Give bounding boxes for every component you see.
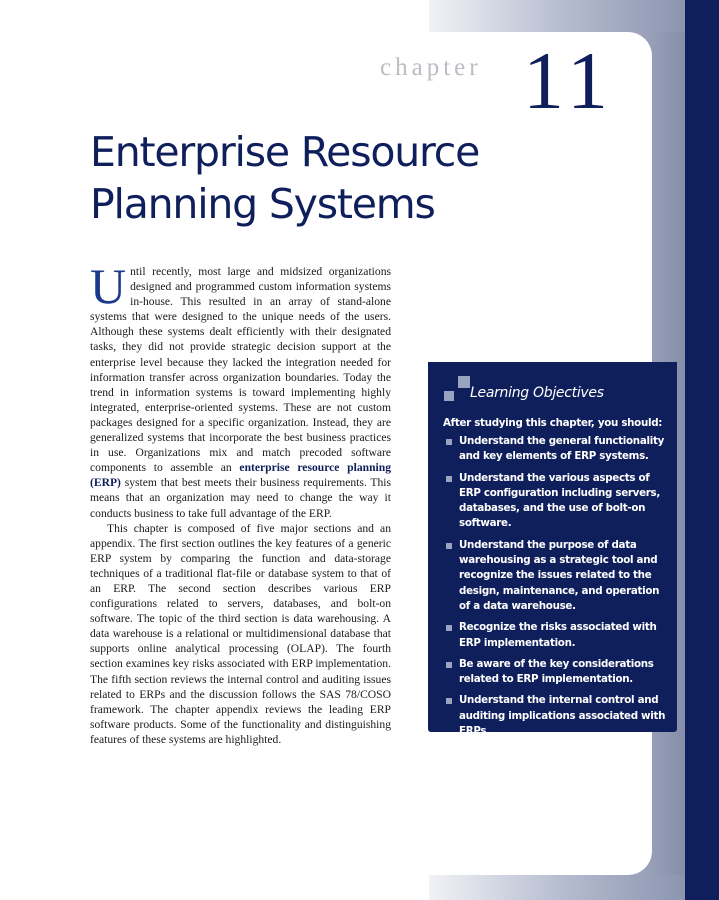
square-bullet-icon (446, 625, 452, 631)
objective-text: Understand the internal control and auditing implications associated with ERPs. (459, 694, 666, 738)
paragraph-2: This chapter is composed of five major sections and an appendix. The first section outlines the key features of a generic ERP system by comparing the function and data-storage techniques of a traditional flat-file or database system to that of an ERP. The second section describes various ERP configurations related to servers, databases, and bolt-on software. The topic of the third section is data warehousing. A data warehouse is a relational or multidimensional database that supports online analytical processing (OLAP). The fourth section examines key risks associated with ERP implementation. The fifth section reviews the internal control and auditing issues related to ERPs and the discussion follows the SAS 78/COSO framework. The chapter appendix reviews the leading ERP software products. Some of the functionality and distinguishing features of these systems are highlighted. (90, 521, 391, 746)
square-bullet-icon (446, 439, 452, 445)
objective-item (443, 538, 671, 614)
objective-item (443, 693, 671, 739)
square-bullet-icon (446, 698, 452, 704)
square-bullet-icon (446, 662, 452, 668)
chapter-number: 11 (523, 35, 614, 126)
paragraph-1-text-b: system that best meets their business requirements. This means that an organization may need to change the way it conducts business to take full advantage of the ERP. (90, 476, 391, 520)
top-gradient-strip (429, 0, 685, 32)
body-text-column (90, 258, 391, 747)
learning-objectives-title: Learning Objectives (470, 385, 604, 401)
objective-item (443, 657, 671, 688)
paragraph-1-text-a: ntil recently, most large and midsized organizations designed and programmed custom information systems in-house. This resulted in an array of stand-alone systems that were designed to the unique needs of the users. Although these systems dealt efficiently with their designated tasks, they did not provide strategic decision support at the enterprise level because they lacked the integration needed for information transfer across organization boundaries. Today the trend in information systems is toward implementing highly integrated, enterprise-oriented systems. These are not custom packages designed for a specific organization. Instead, they are generalized systems that incorporate the best business practices in use. Organizations mix and match precoded software components to assemble an (90, 265, 391, 475)
chapter-label: chapter (380, 54, 482, 81)
right-navy-bar (685, 0, 719, 900)
paragraph-1 (90, 258, 391, 521)
title-line-2: Planning Systems (90, 180, 435, 228)
objective-text: Understand the purpose of data warehousing as a strategic tool and recognize the issues related to the design, maintenance, and operation of a data warehouse. (459, 538, 660, 612)
key-term-erp: enterprise resource planning (ERP) (90, 461, 391, 490)
drop-cap: U (90, 258, 127, 314)
bottom-gradient-strip (429, 875, 685, 900)
learning-objectives-intro: After studying this chapter, you should: (443, 417, 663, 429)
learning-objectives-list (443, 434, 671, 745)
objective-item (443, 434, 671, 465)
learning-objectives-box (428, 362, 677, 738)
square-bullet-icon (446, 476, 452, 482)
square-bullet-icon (446, 543, 452, 549)
objective-text: Understand the various aspects of ERP configuration including servers, databases, and the use of bolt-on software. (459, 471, 660, 530)
objective-item (443, 471, 671, 532)
objective-text: Be aware of the key considerations related to ERP implementation. (459, 657, 654, 686)
page-title (90, 126, 510, 230)
title-line-1: Enterprise Resource (90, 128, 480, 176)
objective-text: Understand the general functionality and key elements of ERP systems. (459, 435, 664, 463)
objective-text: Recognize the risks associated with ERP implementation. (459, 621, 657, 649)
objective-item (443, 620, 671, 651)
squares-icon (444, 376, 472, 404)
